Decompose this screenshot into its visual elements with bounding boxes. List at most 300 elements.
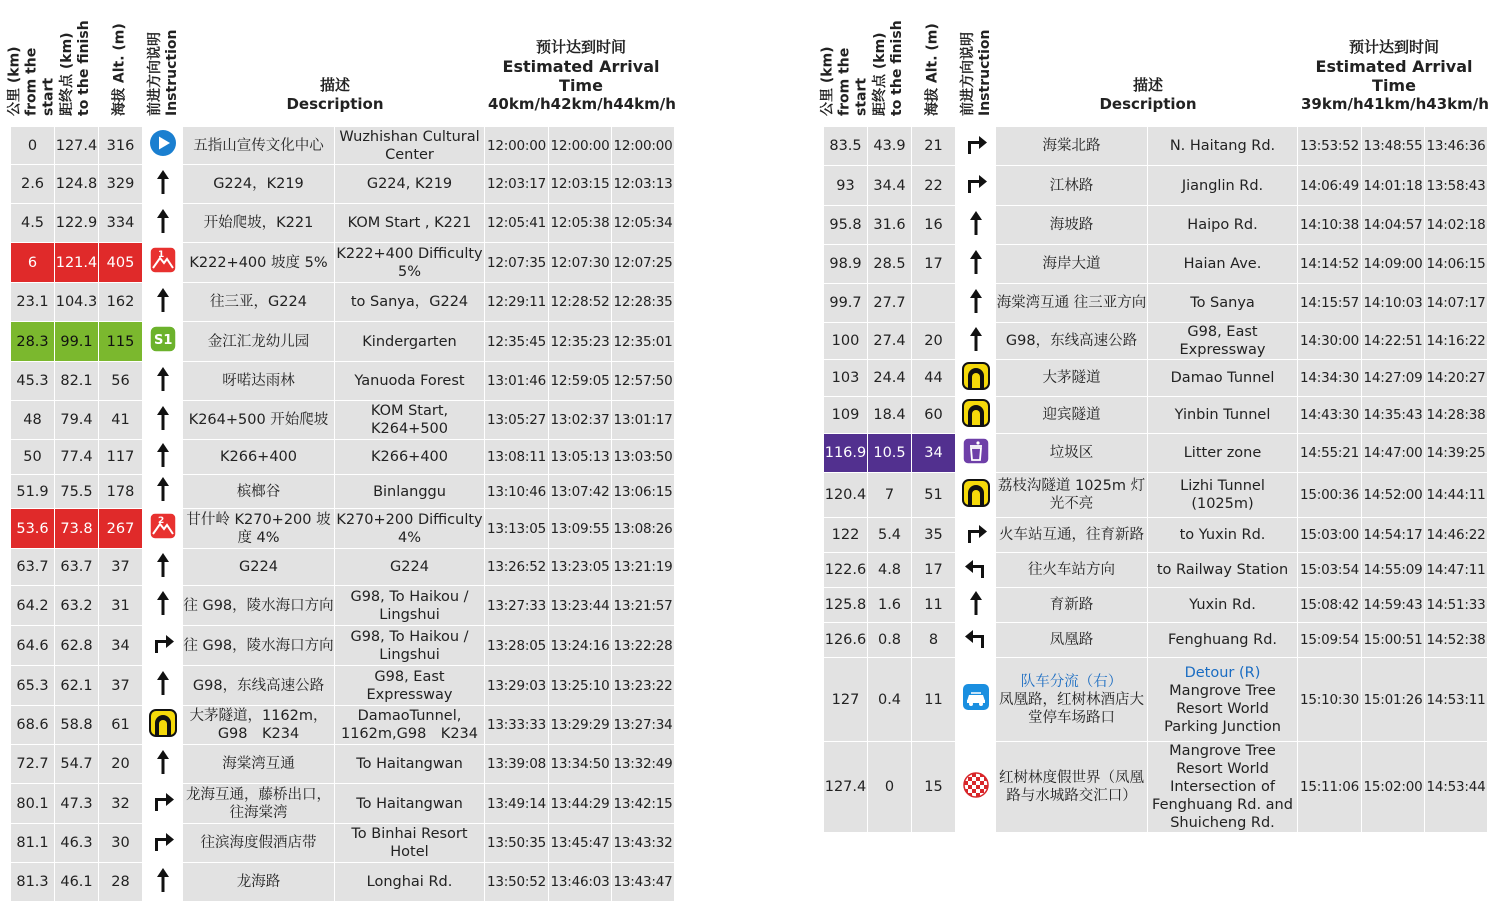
header-description bbox=[184, 76, 486, 114]
description-en: To Haitangwan bbox=[335, 745, 485, 784]
km-from-start: 2.6 bbox=[11, 165, 55, 204]
speed-label: 41km/h bbox=[1363, 95, 1427, 113]
km-from-start: 109 bbox=[824, 397, 868, 434]
arrow-up-icon bbox=[149, 669, 177, 702]
instruction-cell bbox=[143, 586, 183, 626]
km-to-finish: 122.9 bbox=[55, 204, 99, 243]
instruction-cell bbox=[956, 127, 996, 166]
arrival-time: 15:11:06 bbox=[1298, 742, 1362, 833]
km-from-start: 64.2 bbox=[11, 586, 55, 626]
arrival-time: 14:53:11 bbox=[1425, 658, 1488, 742]
description-cn: 往 G98，陵水海口方向 bbox=[183, 586, 335, 626]
arrival-time: 14:07:17 bbox=[1425, 284, 1488, 323]
turn-left-icon bbox=[962, 624, 990, 657]
tunnel-icon bbox=[962, 399, 990, 432]
header-km-from-start-line: 公里 (km) bbox=[6, 46, 23, 116]
route-table bbox=[10, 126, 675, 902]
table-row bbox=[824, 623, 1488, 658]
altitude: 61 bbox=[99, 706, 143, 745]
table-row bbox=[11, 362, 675, 401]
altitude: 11 bbox=[912, 658, 956, 742]
km-from-start: 45.3 bbox=[11, 362, 55, 401]
description-en: DamaoTunnel, 1162m,G98 K234 bbox=[335, 706, 485, 745]
svg-text:2: 2 bbox=[157, 516, 164, 526]
header-eta-en: Estimated Arrival Time bbox=[502, 57, 660, 95]
turn-right-icon bbox=[149, 787, 177, 820]
arrival-time: 12:59:05 bbox=[549, 362, 612, 401]
header-eta bbox=[486, 38, 676, 114]
description-cn: 荔枝沟隧道 1025m 灯光不亮 bbox=[996, 473, 1148, 518]
arrival-time: 14:35:43 bbox=[1362, 397, 1425, 434]
description-en: K266+400 bbox=[335, 440, 485, 475]
description-en: KOM Start , K221 bbox=[335, 204, 485, 243]
arrival-time: 13:48:55 bbox=[1362, 127, 1425, 166]
arrow-up-icon bbox=[149, 866, 177, 899]
description-en: G224 bbox=[335, 549, 485, 586]
arrival-time: 14:44:11 bbox=[1425, 473, 1488, 518]
description-cn: 海棠北路 bbox=[996, 127, 1148, 166]
header-km-from-start bbox=[819, 6, 870, 118]
altitude: 17 bbox=[912, 245, 956, 284]
km-to-finish: 62.8 bbox=[55, 626, 99, 666]
arrival-time: 12:03:17 bbox=[485, 165, 549, 204]
instruction-cell bbox=[143, 666, 183, 706]
description-en: Yinbin Tunnel bbox=[1148, 397, 1298, 434]
km-from-start: 72.7 bbox=[11, 745, 55, 784]
header-instruction bbox=[955, 6, 999, 118]
description-cn: G224 bbox=[183, 549, 335, 586]
altitude: 56 bbox=[99, 362, 143, 401]
arrival-time: 14:46:22 bbox=[1425, 518, 1488, 553]
turn-right-icon bbox=[962, 130, 990, 163]
km-to-finish: 47.3 bbox=[55, 784, 99, 824]
altitude: 51 bbox=[912, 473, 956, 518]
arrival-time: 14:02:18 bbox=[1425, 206, 1488, 245]
description-cn: 海棠湾互通 往三亚方向 bbox=[996, 284, 1148, 323]
arrival-time: 13:08:26 bbox=[612, 509, 675, 549]
altitude: 8 bbox=[912, 623, 956, 658]
arrival-time: 14:04:57 bbox=[1362, 206, 1425, 245]
description-en: to Yuxin Rd. bbox=[1148, 518, 1298, 553]
altitude: 334 bbox=[99, 204, 143, 243]
table-row bbox=[824, 588, 1488, 623]
arrival-time: 12:35:23 bbox=[549, 322, 612, 362]
instruction-cell bbox=[956, 623, 996, 658]
description-en: Yuxin Rd. bbox=[1148, 588, 1298, 623]
finish-flag-icon bbox=[962, 771, 990, 804]
km-to-finish: 27.4 bbox=[868, 323, 912, 360]
arrival-time: 13:10:46 bbox=[485, 475, 549, 509]
altitude: 115 bbox=[99, 322, 143, 362]
altitude: 316 bbox=[99, 127, 143, 165]
arrival-time: 14:20:27 bbox=[1425, 360, 1488, 397]
arrival-time: 13:42:15 bbox=[612, 784, 675, 824]
km-to-finish: 63.2 bbox=[55, 586, 99, 626]
header-km-to-finish bbox=[867, 6, 911, 118]
km-from-start: 0 bbox=[11, 127, 55, 165]
description-cn: K266+400 bbox=[183, 440, 335, 475]
instruction-cell bbox=[956, 658, 996, 742]
arrival-time: 13:29:03 bbox=[485, 666, 549, 706]
instruction-cell bbox=[143, 745, 183, 784]
arrival-time: 15:08:42 bbox=[1298, 588, 1362, 623]
km-from-start: 23.1 bbox=[11, 283, 55, 322]
arrow-up-icon bbox=[962, 209, 990, 242]
arrival-time: 15:00:36 bbox=[1298, 473, 1362, 518]
km-from-start: 116.9 bbox=[824, 434, 868, 473]
arrival-time: 14:47:00 bbox=[1362, 434, 1425, 473]
description-en: G98, East Expressway bbox=[1148, 323, 1298, 360]
arrival-time: 13:25:10 bbox=[549, 666, 612, 706]
altitude: 20 bbox=[912, 323, 956, 360]
arrival-time: 12:00:00 bbox=[485, 127, 549, 165]
table-row bbox=[11, 401, 675, 440]
km-to-finish: 34.4 bbox=[868, 166, 912, 206]
description-en: Yanuoda Forest bbox=[335, 362, 485, 401]
arrival-time: 14:14:52 bbox=[1298, 245, 1362, 284]
arrival-time: 13:50:52 bbox=[485, 863, 549, 902]
km-from-start: 98.9 bbox=[824, 245, 868, 284]
arrival-time: 14:01:18 bbox=[1362, 166, 1425, 206]
description-cn: K222+400 坡度 5% bbox=[183, 243, 335, 283]
arrival-time: 14:39:25 bbox=[1425, 434, 1488, 473]
description-en: To Sanya bbox=[1148, 284, 1298, 323]
arrival-time: 14:51:33 bbox=[1425, 588, 1488, 623]
altitude: 44 bbox=[912, 360, 956, 397]
turn-left-icon bbox=[962, 554, 990, 587]
altitude: 21 bbox=[912, 127, 956, 166]
header-km-to-finish bbox=[54, 6, 98, 118]
description-cn bbox=[996, 658, 1148, 742]
litter-zone-icon bbox=[962, 437, 990, 470]
km-to-finish: 46.3 bbox=[55, 824, 99, 863]
table-row bbox=[11, 784, 675, 824]
detour-cn: 队车分流（右） bbox=[1020, 673, 1123, 690]
altitude: 11 bbox=[912, 588, 956, 623]
arrival-time: 13:45:47 bbox=[549, 824, 612, 863]
description-en: To Binhai Resort Hotel bbox=[335, 824, 485, 863]
instruction-cell bbox=[956, 397, 996, 434]
altitude: 34 bbox=[99, 626, 143, 666]
km-to-finish: 28.5 bbox=[868, 245, 912, 284]
km-to-finish: 99.1 bbox=[55, 322, 99, 362]
km-to-finish: 104.3 bbox=[55, 283, 99, 322]
instruction-cell bbox=[143, 283, 183, 322]
description-en: G98, To Haikou / Lingshui bbox=[335, 626, 485, 666]
arrival-time: 13:05:27 bbox=[485, 401, 549, 440]
km-from-start: 122 bbox=[824, 518, 868, 553]
header-km-to-finish-line: 距终点 (km) bbox=[872, 32, 888, 116]
km-from-start: 81.3 bbox=[11, 863, 55, 902]
instruction-cell bbox=[956, 206, 996, 245]
instruction-cell bbox=[143, 863, 183, 902]
instruction-cell bbox=[143, 784, 183, 824]
arrival-time: 14:10:03 bbox=[1362, 284, 1425, 323]
speed-label: 40km/h bbox=[488, 95, 551, 113]
instruction-cell bbox=[143, 626, 183, 666]
km-to-finish: 5.4 bbox=[868, 518, 912, 553]
arrival-time: 15:10:30 bbox=[1298, 658, 1362, 742]
arrival-time: 12:07:25 bbox=[612, 243, 675, 283]
km-to-finish: 18.4 bbox=[868, 397, 912, 434]
header-instruction-line: Instruction bbox=[977, 29, 993, 116]
description-cn: 凤凰路 bbox=[996, 623, 1148, 658]
turn-right-icon bbox=[149, 629, 177, 662]
description-cn: 金江汇龙幼儿园 bbox=[183, 322, 335, 362]
altitude: 117 bbox=[99, 440, 143, 475]
arrival-time: 15:03:00 bbox=[1298, 518, 1362, 553]
description-cn: 火车站互通，往育新路 bbox=[996, 518, 1148, 553]
description-cn: 迎宾隧道 bbox=[996, 397, 1148, 434]
arrival-time: 14:10:38 bbox=[1298, 206, 1362, 245]
description-en: KOM Start, K264+500 bbox=[335, 401, 485, 440]
km-to-finish: 0 bbox=[868, 742, 912, 833]
instruction-cell bbox=[956, 553, 996, 588]
arrival-time: 14:09:00 bbox=[1362, 245, 1425, 284]
km-to-finish: 31.6 bbox=[868, 206, 912, 245]
altitude: 17 bbox=[912, 553, 956, 588]
arrival-time: 12:35:01 bbox=[612, 322, 675, 362]
arrival-time: 12:03:15 bbox=[549, 165, 612, 204]
arrival-time: 12:00:00 bbox=[549, 127, 612, 165]
description-cn: K264+500 开始爬坡 bbox=[183, 401, 335, 440]
instruction-cell bbox=[143, 706, 183, 745]
left-panel bbox=[6, 0, 676, 902]
km-from-start: 99.7 bbox=[824, 284, 868, 323]
arrival-time: 12:07:30 bbox=[549, 243, 612, 283]
arrow-up-icon bbox=[149, 748, 177, 781]
description-cn: 槟榔谷 bbox=[183, 475, 335, 509]
description-en: Haipo Rd. bbox=[1148, 206, 1298, 245]
arrival-time: 15:01:26 bbox=[1362, 658, 1425, 742]
km-from-start: 120.4 bbox=[824, 473, 868, 518]
arrival-time: 13:44:29 bbox=[549, 784, 612, 824]
arrival-time: 13:23:05 bbox=[549, 549, 612, 586]
table-row bbox=[11, 666, 675, 706]
table-row bbox=[824, 360, 1488, 397]
arrival-time: 14:06:49 bbox=[1298, 166, 1362, 206]
arrival-time: 12:05:38 bbox=[549, 204, 612, 243]
altitude: 405 bbox=[99, 243, 143, 283]
header-km-from-start-line: 公里 (km) bbox=[819, 46, 836, 116]
table-row bbox=[11, 824, 675, 863]
km-from-start: 125.8 bbox=[824, 588, 868, 623]
right-panel bbox=[819, 0, 1489, 833]
table-row bbox=[11, 283, 675, 322]
description-cn: 垃圾区 bbox=[996, 434, 1148, 473]
altitude: 267 bbox=[99, 509, 143, 549]
altitude: 32 bbox=[99, 784, 143, 824]
arrival-time: 13:46:36 bbox=[1425, 127, 1488, 166]
description-en: G98, East Expressway bbox=[335, 666, 485, 706]
description-en: Jianglin Rd. bbox=[1148, 166, 1298, 206]
tunnel-icon bbox=[962, 479, 990, 512]
table-row bbox=[824, 434, 1488, 473]
arrow-up-icon bbox=[962, 287, 990, 320]
header-km-to-finish-line: to the finish bbox=[889, 20, 905, 116]
arrival-time: 13:26:52 bbox=[485, 549, 549, 586]
arrival-time: 15:02:00 bbox=[1362, 742, 1425, 833]
arrow-up-icon bbox=[149, 589, 177, 622]
header-km-to-finish-line: 距终点 (km) bbox=[59, 32, 75, 116]
altitude bbox=[912, 284, 956, 323]
arrival-time: 14:34:30 bbox=[1298, 360, 1362, 397]
km-from-start: 95.8 bbox=[824, 206, 868, 245]
km-from-start: 127 bbox=[824, 658, 868, 742]
arrival-time: 14:16:22 bbox=[1425, 323, 1488, 360]
tunnel-icon bbox=[962, 362, 990, 395]
arrival-time: 13:34:50 bbox=[549, 745, 612, 784]
description-en: Lizhi Tunnel (1025m) bbox=[1148, 473, 1298, 518]
arrival-time: 12:03:13 bbox=[612, 165, 675, 204]
table-row bbox=[824, 127, 1488, 166]
description-en: Mangrove Tree Resort World Intersection of Fenghuang Rd. and Shuicheng Rd. bbox=[1148, 742, 1298, 833]
arrival-time: 13:13:05 bbox=[485, 509, 549, 549]
km-to-finish: 62.1 bbox=[55, 666, 99, 706]
arrival-time: 14:47:11 bbox=[1425, 553, 1488, 588]
altitude: 37 bbox=[99, 549, 143, 586]
route-table bbox=[823, 126, 1488, 833]
team-car-icon bbox=[962, 683, 990, 716]
arrival-time: 12:28:35 bbox=[612, 283, 675, 322]
table-row bbox=[824, 166, 1488, 206]
description-en: to Sanya，G224 bbox=[335, 283, 485, 322]
header-km-from-start-line: from the start bbox=[23, 47, 57, 116]
arrow-up-icon bbox=[962, 248, 990, 281]
table-row bbox=[824, 658, 1488, 742]
arrow-up-icon bbox=[149, 441, 177, 474]
km-from-start: 126.6 bbox=[824, 623, 868, 658]
instruction-cell bbox=[143, 824, 183, 863]
description-en bbox=[1148, 658, 1298, 742]
km-to-finish: 24.4 bbox=[868, 360, 912, 397]
description-en: Haian Ave. bbox=[1148, 245, 1298, 284]
arrival-time: 14:52:00 bbox=[1362, 473, 1425, 518]
arrival-time: 12:07:35 bbox=[485, 243, 549, 283]
description-en: Wuzhishan Cultural Center bbox=[335, 127, 485, 165]
table-row bbox=[824, 323, 1488, 360]
instruction-cell bbox=[143, 440, 183, 475]
arrival-time: 14:54:17 bbox=[1362, 518, 1425, 553]
arrival-time: 13:23:44 bbox=[549, 586, 612, 626]
climb-1-icon bbox=[149, 246, 177, 279]
arrival-time: 15:09:54 bbox=[1298, 623, 1362, 658]
arrival-time: 14:06:15 bbox=[1425, 245, 1488, 284]
description-cn: 大茅隧道，1162m，G98 K234 bbox=[183, 706, 335, 745]
description-en: Longhai Rd. bbox=[335, 863, 485, 902]
km-to-finish: 46.1 bbox=[55, 863, 99, 902]
instruction-cell bbox=[143, 204, 183, 243]
description-en: to Railway Station bbox=[1148, 553, 1298, 588]
km-to-finish: 0.4 bbox=[868, 658, 912, 742]
table-row bbox=[11, 626, 675, 666]
description-cn: 往三亚，G224 bbox=[183, 283, 335, 322]
arrival-time: 13:49:14 bbox=[485, 784, 549, 824]
detour-en: Detour (R) bbox=[1184, 664, 1261, 681]
table-header bbox=[6, 0, 676, 126]
km-from-start: 122.6 bbox=[824, 553, 868, 588]
instruction-cell bbox=[143, 322, 183, 362]
description-cn: 呀喏达雨林 bbox=[183, 362, 335, 401]
instruction-cell bbox=[143, 509, 183, 549]
km-from-start: 51.9 bbox=[11, 475, 55, 509]
instruction-cell bbox=[143, 549, 183, 586]
km-to-finish: 7 bbox=[868, 473, 912, 518]
arrow-up-icon bbox=[149, 207, 177, 240]
table-row bbox=[824, 518, 1488, 553]
description-en: Kindergarten bbox=[335, 322, 485, 362]
table-row bbox=[11, 586, 675, 626]
arrow-up-icon bbox=[962, 325, 990, 358]
arrival-time: 13:07:42 bbox=[549, 475, 612, 509]
arrival-time: 13:03:50 bbox=[612, 440, 675, 475]
table-header bbox=[819, 0, 1489, 126]
arrival-time: 12:29:11 bbox=[485, 283, 549, 322]
km-from-start: 127.4 bbox=[824, 742, 868, 833]
table-row bbox=[11, 509, 675, 549]
arrival-time: 14:28:38 bbox=[1425, 397, 1488, 434]
description-cn: 红树林度假世界（凤凰路与水城路交汇口） bbox=[996, 742, 1148, 833]
arrival-time: 13:01:17 bbox=[612, 401, 675, 440]
description-cn: 育新路 bbox=[996, 588, 1148, 623]
arrival-time: 14:27:09 bbox=[1362, 360, 1425, 397]
header-instruction-line: 前进方向说明 bbox=[960, 32, 976, 116]
speed-label: 42km/h bbox=[550, 95, 614, 113]
header-km-from-start-line: from the start bbox=[836, 47, 870, 116]
arrival-time: 14:15:57 bbox=[1298, 284, 1362, 323]
km-from-start: 68.6 bbox=[11, 706, 55, 745]
altitude: 34 bbox=[912, 434, 956, 473]
km-to-finish: 121.4 bbox=[55, 243, 99, 283]
altitude: 30 bbox=[99, 824, 143, 863]
arrow-up-icon bbox=[149, 286, 177, 319]
instruction-cell bbox=[956, 360, 996, 397]
arrow-up-icon bbox=[149, 404, 177, 437]
km-to-finish: 54.7 bbox=[55, 745, 99, 784]
arrival-time: 13:23:22 bbox=[612, 666, 675, 706]
description-cn: 龙海路 bbox=[183, 863, 335, 902]
speed-label: 39km/h bbox=[1301, 95, 1364, 113]
altitude: 22 bbox=[912, 166, 956, 206]
description-en: Binlanggu bbox=[335, 475, 485, 509]
instruction-cell bbox=[956, 284, 996, 323]
arrival-time: 12:57:50 bbox=[612, 362, 675, 401]
description-en: To Haitangwan bbox=[335, 784, 485, 824]
arrival-time: 13:58:43 bbox=[1425, 166, 1488, 206]
altitude: 162 bbox=[99, 283, 143, 322]
km-from-start: 103 bbox=[824, 360, 868, 397]
table-row bbox=[11, 165, 675, 204]
altitude: 329 bbox=[99, 165, 143, 204]
header-altitude bbox=[911, 6, 955, 118]
arrival-time: 12:00:00 bbox=[612, 127, 675, 165]
header-eta-en: Estimated Arrival Time bbox=[1315, 57, 1473, 95]
altitude: 28 bbox=[99, 863, 143, 902]
altitude: 16 bbox=[912, 206, 956, 245]
arrival-time: 13:53:52 bbox=[1298, 127, 1362, 166]
altitude: 60 bbox=[912, 397, 956, 434]
description-cn: 甘什岭 K270+200 坡度 4% bbox=[183, 509, 335, 549]
svg-text:1: 1 bbox=[157, 250, 164, 260]
km-from-start: 64.6 bbox=[11, 626, 55, 666]
arrival-time: 14:53:44 bbox=[1425, 742, 1488, 833]
description-cn: 开始爬坡，K221 bbox=[183, 204, 335, 243]
altitude: 31 bbox=[99, 586, 143, 626]
start-play-icon bbox=[149, 129, 177, 162]
speed-label: 44km/h bbox=[613, 95, 676, 113]
table-row bbox=[11, 549, 675, 586]
km-to-finish: 43.9 bbox=[868, 127, 912, 166]
